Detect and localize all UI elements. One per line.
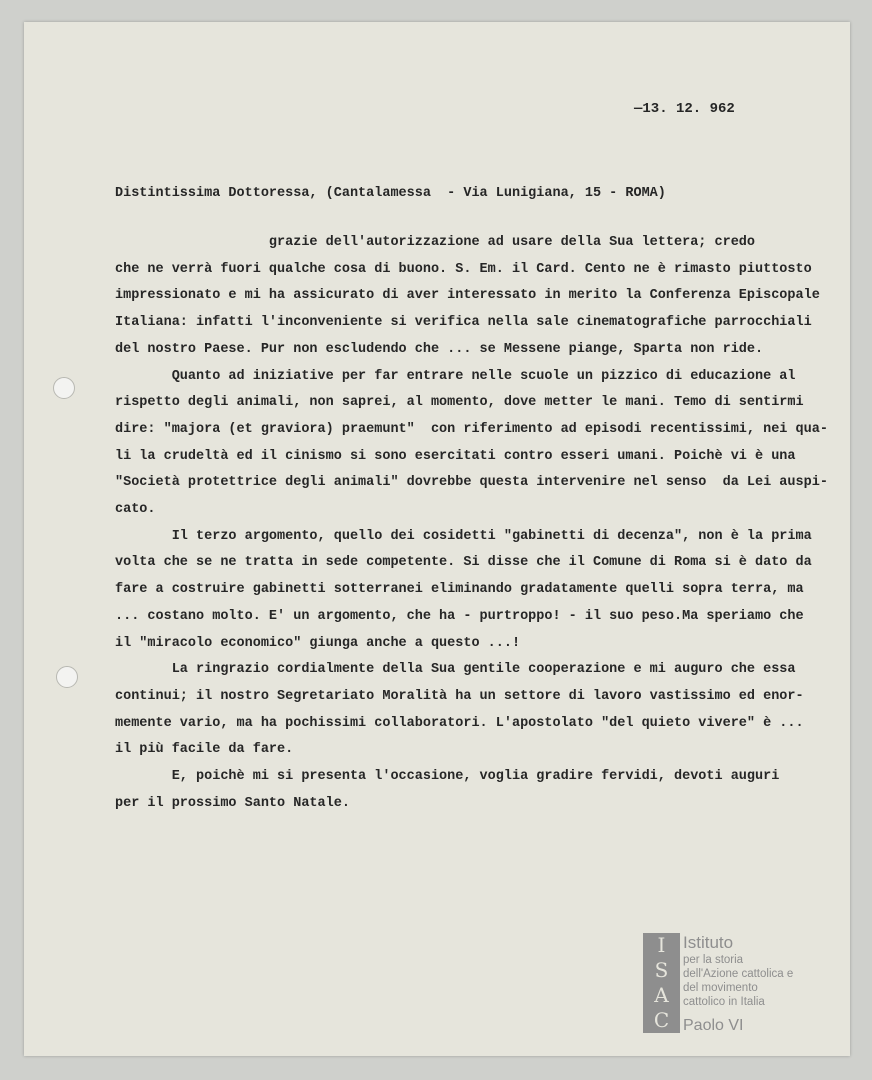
institute-watermark-logo	[643, 933, 793, 1037]
watermark-name: Paolo VI	[683, 1017, 744, 1034]
watermark-subtitle: per la storia dell'Azione cattolica e del movimento cattolico in Italia	[683, 954, 794, 1008]
punch-hole	[53, 377, 75, 399]
punch-hole	[56, 666, 78, 688]
letter-date: —13. 12. 962	[634, 101, 735, 117]
watermark-title: Istituto	[683, 933, 734, 952]
salutation: Distintissima Dottoressa, (Cantalamessa - Via Lunigiana, 15 - ROMA)	[115, 186, 666, 201]
isacem-logo-mark: I S A C	[643, 933, 680, 1033]
letter-body: grazie dell'autorizzazione ad usare della Sua lettera; credo che ne verrà fuori qualche cosa di buono. S. Em. il Card. Cento ne è rimasto piuttosto impressionato e mi ha assicurato di aver interessato in merito la Conferenza Episcopale Italiana: infatti l'inconveniente si verifica nella sale cinematografiche parrocchiali del nostro Paese. Pur non escludendo che ... se Messene piange, Sparta non ride. Quanto ad iniziative per far entrare nelle scuole un pizzico di educazione al rispetto degli animali, non saprei, al momento, dove metter le mani. Temo di sentirmi dire: "majora (et graviora) praemunt" con riferimento ad episodi recentissimi, nei qua- li la crudeltà ed il cinismo si sono esercitati contro esseri umani. Poichè vi è una "Società protettrice degli animali" dovrebbe questa intervenire nel senso da Lei auspi- cato. Il terzo argomento, quello dei cosidetti "gabinetti di decenza", non è la prima volta che se ne tratta in sede competente. Si disse che il Comune di Roma si è dato da fare a costruire gabinetti sotterranei eliminando gradatamente quelli sopra terra, ma ... costano molto. E' un argomento, che ha - purtroppo! - il suo peso.Ma speriamo che il "miracolo economico" giunga anche a questo ...! La ringrazio cordialmente della Sua gentile cooperazione e mi auguro che essa continui; il nostro Segretariato Moralità ha un settore di lavoro vastissimo ed enor- memente vario, ma ha pochissimi collaboratori. L'apostolato "del quieto vivere" è ... il più facile da fare. E, poichè mi si presenta l'occasione, voglia gradire fervidi, devoti auguri per il prossimo Santo Natale.	[115, 235, 828, 811]
